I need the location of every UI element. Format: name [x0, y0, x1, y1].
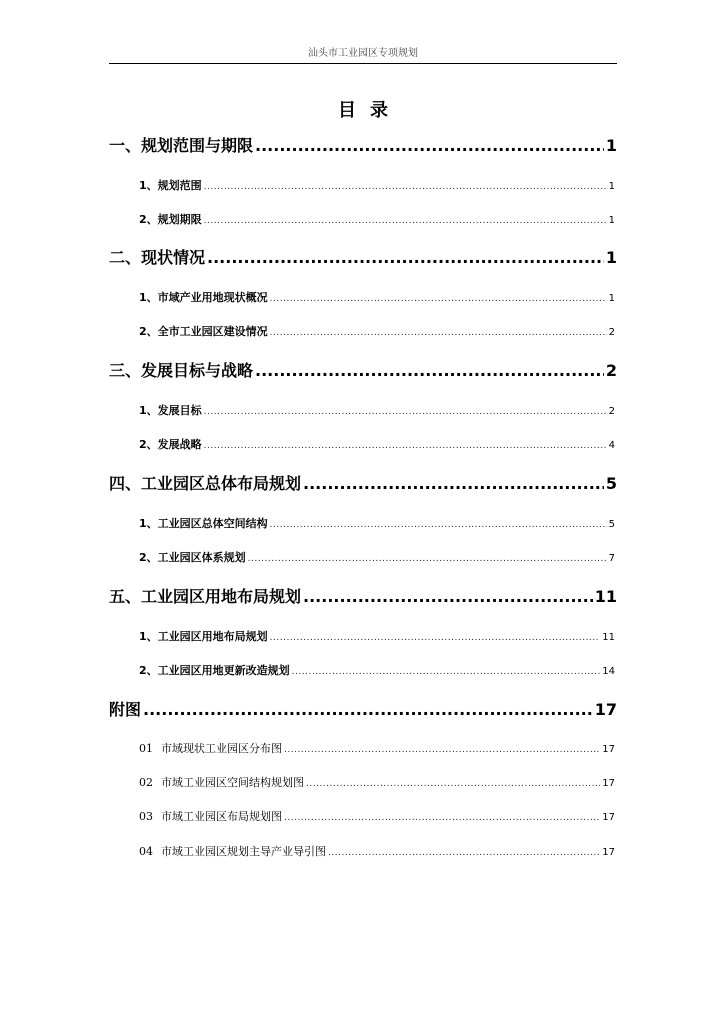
dot-leader	[204, 216, 607, 226]
dot-leader	[248, 554, 607, 564]
dot-leader	[292, 667, 601, 677]
toc-entry-section-3[interactable]	[109, 358, 617, 381]
dot-leader	[255, 136, 604, 155]
toc-entry-page: 11	[594, 587, 617, 606]
toc-entry-page: 2	[608, 406, 615, 417]
dot-leader	[143, 700, 593, 719]
dot-leader	[270, 294, 607, 304]
toc-entry-label: 1、工业园区用地布局规划	[139, 630, 268, 643]
dot-leader	[270, 520, 607, 530]
dot-leader	[303, 587, 593, 606]
toc-entry-page: 5	[608, 519, 615, 530]
toc-entry-1-2[interactable]	[139, 211, 615, 227]
toc-entry-page: 14	[602, 666, 615, 677]
figure-number: 04	[139, 845, 153, 858]
dot-leader	[328, 848, 600, 858]
toc-figure-01[interactable]	[139, 740, 615, 756]
toc-entry-5-1[interactable]	[139, 628, 615, 644]
dot-leader	[284, 813, 600, 823]
toc-entry-page: 1	[608, 293, 615, 304]
toc-entry-label: 2、全市工业园区建设情况	[139, 325, 268, 338]
dot-leader	[284, 745, 600, 755]
toc-entry-section-5[interactable]	[109, 584, 617, 607]
toc-entry-label: 附图	[109, 700, 142, 719]
toc-entry-page: 2	[608, 327, 615, 338]
toc-entry-section-2[interactable]	[109, 245, 617, 268]
dot-leader	[255, 361, 604, 380]
toc-entry-page: 5	[605, 474, 617, 493]
toc-entry-label: 1、市域产业用地现状概况	[139, 291, 268, 304]
toc-entry-label: 2、工业园区用地更新改造规划	[139, 664, 290, 677]
toc-entry-3-2[interactable]	[139, 436, 615, 452]
toc-entry-section-4[interactable]	[109, 471, 617, 494]
figure-number: 02	[139, 776, 153, 789]
toc-entry-page: 1	[605, 248, 617, 267]
figure-label: 市域工业园区规划主导产业导引图	[161, 845, 326, 858]
dot-leader	[303, 474, 604, 493]
toc-entry-label: 2、工业园区体系规划	[139, 551, 246, 564]
toc-entry-label: 2、规划期限	[139, 213, 202, 226]
toc-entry-5-2[interactable]	[139, 662, 615, 678]
dot-leader	[204, 182, 607, 192]
toc-entry-label: 三、发展目标与战略	[109, 361, 254, 380]
toc-entry-section-1[interactable]	[109, 133, 617, 156]
toc-entry-label: 1、发展目标	[139, 404, 202, 417]
toc-entry-page: 1	[605, 136, 617, 155]
toc-figure-02[interactable]	[139, 774, 615, 790]
figure-label: 市域工业园区布局规划图	[161, 810, 282, 823]
toc-entry-page: 1	[608, 181, 615, 192]
dot-leader	[207, 248, 604, 267]
figure-label: 市域现状工业园区分布图	[161, 742, 282, 755]
figure-number: 03	[139, 810, 153, 823]
toc-figure-03[interactable]	[139, 808, 615, 824]
toc-entry-label: 五、工业园区用地布局规划	[109, 587, 302, 606]
toc-entry-1-1[interactable]	[139, 177, 615, 193]
toc-entry-page: 11	[602, 632, 615, 643]
figure-page: 17	[602, 847, 615, 858]
dot-leader	[306, 779, 600, 789]
running-header: 汕头市工业园区专项规划	[308, 48, 418, 59]
toc-entry-page: 4	[608, 440, 615, 451]
dot-leader	[204, 407, 607, 417]
toc-entry-label: 1、工业园区总体空间结构	[139, 517, 268, 530]
figure-page: 17	[602, 744, 615, 755]
toc-entry-label: 1、规划范围	[139, 179, 202, 192]
figure-label: 市域工业园区空间结构规划图	[161, 776, 304, 789]
toc-entry-4-1[interactable]	[139, 515, 615, 531]
dot-leader	[270, 328, 607, 338]
figure-page: 17	[602, 778, 615, 789]
toc-entry-label: 二、现状情况	[109, 248, 206, 267]
toc-entry-label: 2、发展战略	[139, 438, 202, 451]
toc-entry-page: 2	[605, 361, 617, 380]
toc-entry-4-2[interactable]	[139, 549, 615, 565]
toc-title: 目录	[338, 100, 402, 121]
figure-number: 01	[139, 742, 153, 755]
toc-entry-label: 四、工业园区总体布局规划	[109, 474, 302, 493]
toc-entry-page: 1	[608, 215, 615, 226]
toc-figure-04[interactable]	[139, 843, 615, 859]
dot-leader	[270, 633, 601, 643]
toc-entry-page: 7	[608, 553, 615, 564]
header-rule	[109, 63, 617, 64]
toc-entry-page: 17	[594, 700, 617, 719]
figure-page: 17	[602, 812, 615, 823]
dot-leader	[204, 441, 607, 451]
toc-entry-label: 一、规划范围与期限	[109, 136, 254, 155]
toc-entry-appendix[interactable]	[109, 697, 617, 720]
toc-entry-2-1[interactable]	[139, 289, 615, 305]
toc-entry-3-1[interactable]	[139, 402, 615, 418]
toc-entry-2-2[interactable]	[139, 323, 615, 339]
